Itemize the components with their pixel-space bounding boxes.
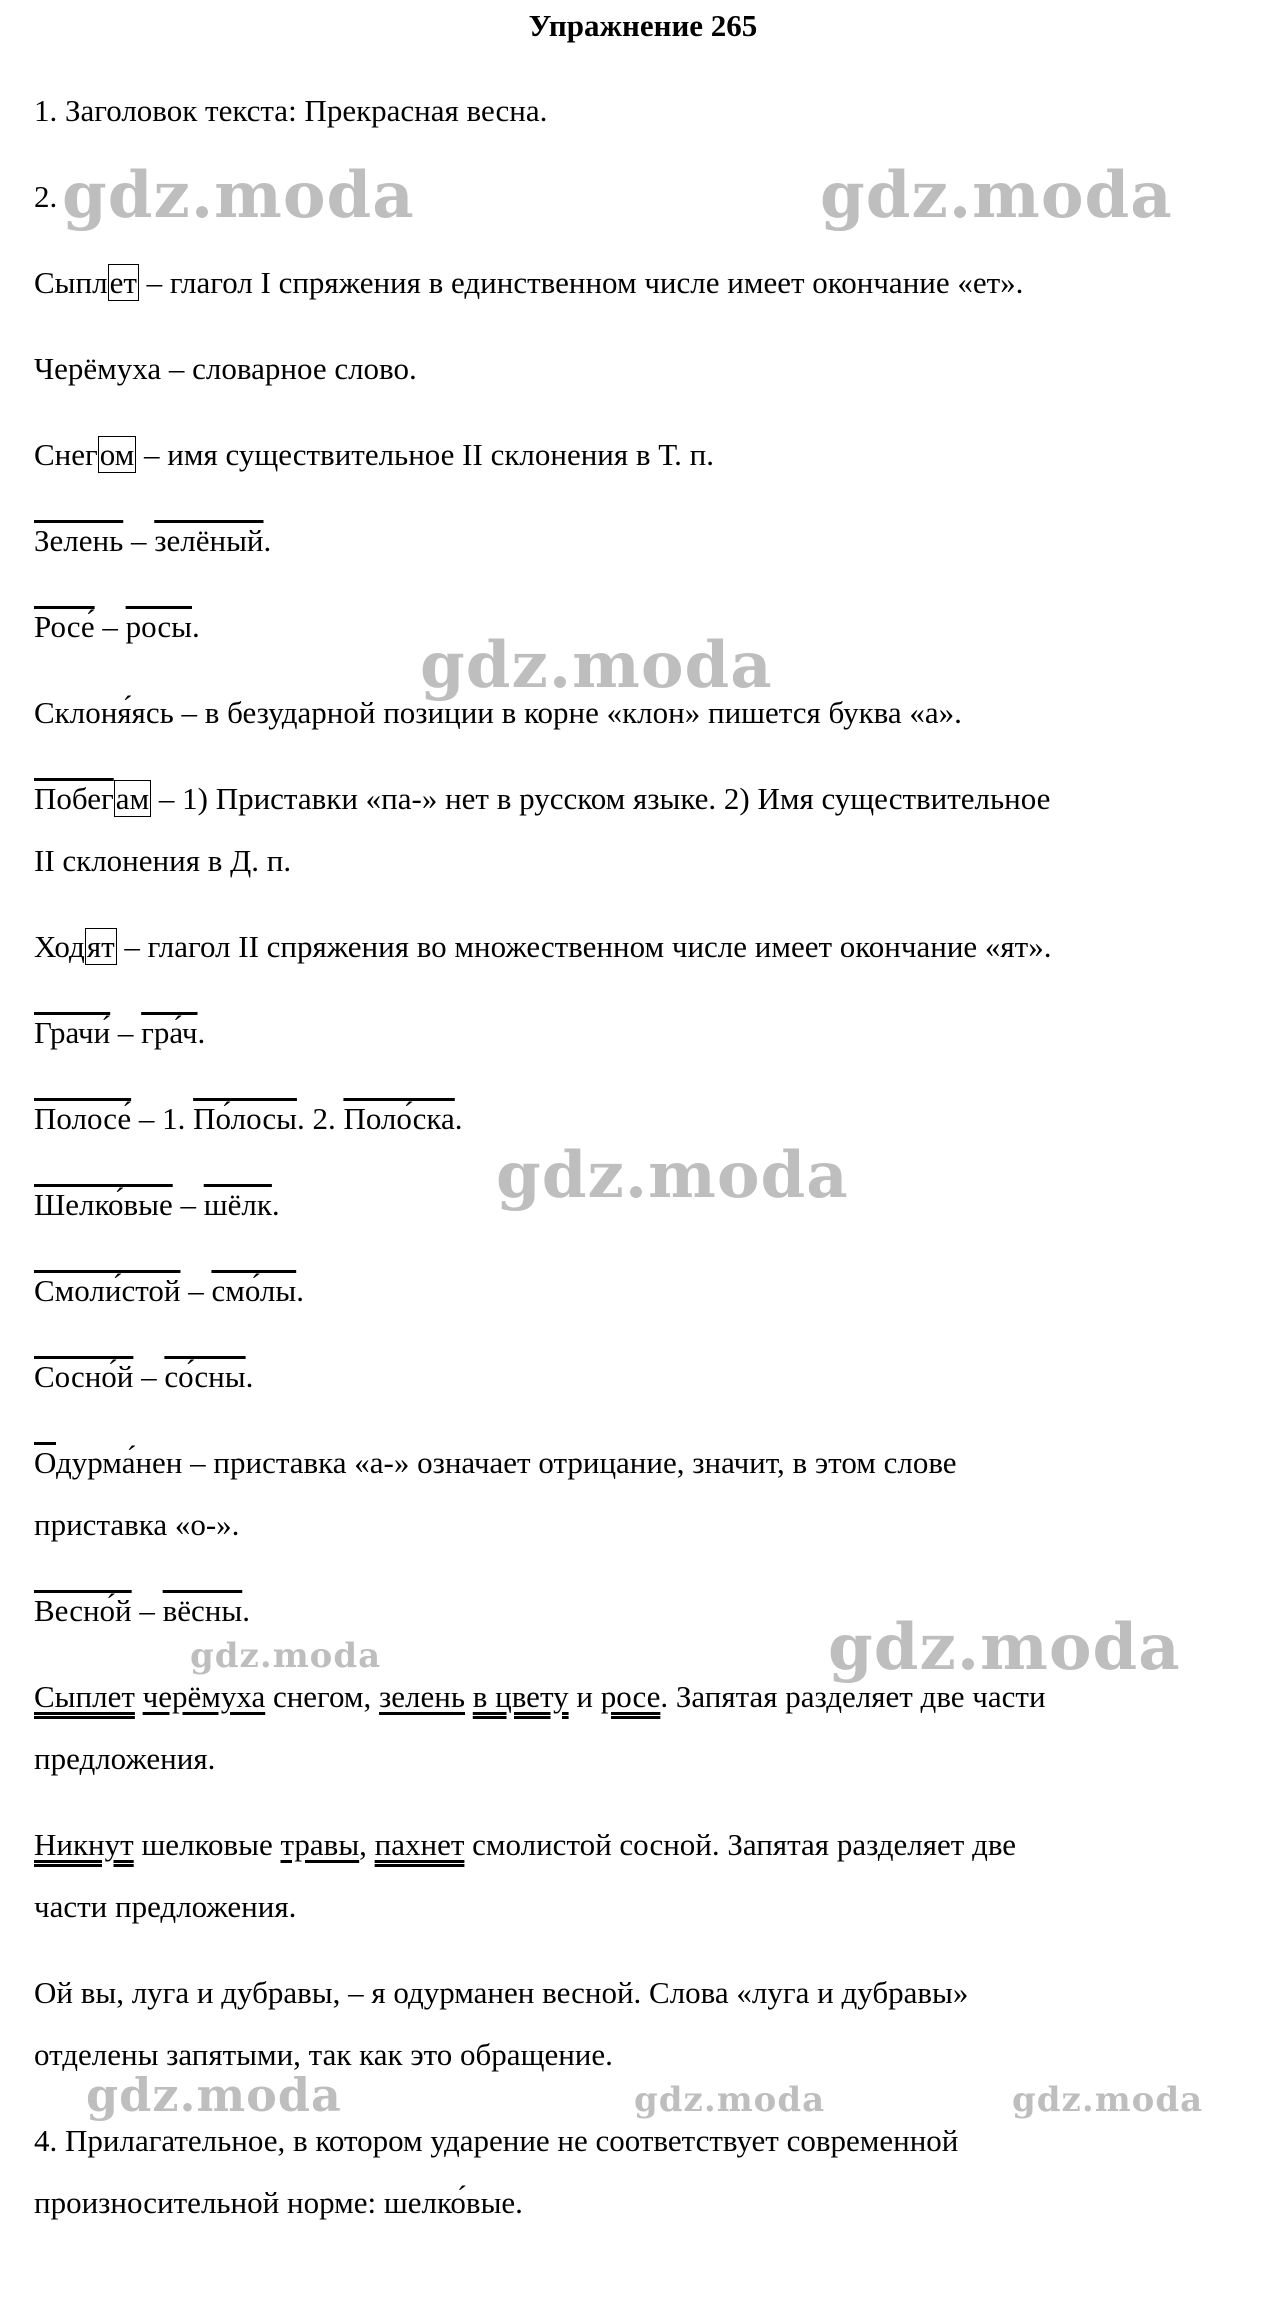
line-zelen: Зелень – зелёный. xyxy=(34,523,272,558)
line-snosnoy: Сосно́й – со́сны. xyxy=(34,1359,254,1394)
line-cheremukha: Черёмуха – словарное слово. xyxy=(34,351,417,386)
line-snegom: Снегом – имя существительное II склонения в Т. п. xyxy=(34,437,714,472)
sentence-1-cont: предложения. xyxy=(34,1741,216,1776)
watermark: gdz.moda xyxy=(496,1138,849,1213)
sentence-2: Никнут шелковые травы, пахнет смолистой сосной. Запятая разделяет две xyxy=(34,1827,1017,1862)
paragraph-2-number: 2. xyxy=(34,179,58,214)
sentence-1: Сыплет черёмуха снегом, зелень в цвету и росе. Запятая разделяет две части xyxy=(34,1679,1046,1714)
watermark: gdz.moda xyxy=(190,1636,382,1676)
exercise-title: Упражнение 265 xyxy=(528,8,758,43)
watermark: gdz.moda xyxy=(86,2068,342,2122)
line-smolistoy: Смоли́стой – смо́лы. xyxy=(34,1273,304,1308)
line-polose: Полосе́ – 1. По́лосы. 2. Поло́ска. xyxy=(34,1101,463,1136)
watermark: gdz.moda xyxy=(820,158,1173,233)
sentence-3-cont: отделены запятыми, так как это обращение. xyxy=(34,2037,613,2072)
line-syplet: Сыплет – глагол I спряжения в единственном числе имеет окончание «ет». xyxy=(34,265,1024,300)
line-pobegam-cont: II склонения в Д. п. xyxy=(34,843,292,878)
watermark: gdz.moda xyxy=(828,1610,1181,1685)
line-odurmanen-cont: приставка «о-». xyxy=(34,1507,240,1542)
line-rose: Росе́ – росы. xyxy=(34,609,200,644)
watermark: gdz.moda xyxy=(1012,2080,1204,2120)
sentence-2-cont: части предложения. xyxy=(34,1889,297,1924)
paragraph-1: 1. Заголовок текста: Прекрасная весна. xyxy=(34,93,548,128)
line-sklonyayas: Склоня́ясь – в безударной позиции в корне «клон» пишется буква «а». xyxy=(34,695,962,730)
line-vesnoy: Весно́й – вёсны. xyxy=(34,1593,250,1628)
line-pobegam: Побегам – 1) Приставки «па-» нет в русском языке. 2) Имя существительное xyxy=(34,781,1051,816)
watermark: gdz.moda xyxy=(634,2080,826,2120)
watermark: gdz.moda xyxy=(420,628,773,703)
line-khodyat: Ходят – глагол II спряжения во множественном числе имеет окончание «ят». xyxy=(34,929,1052,964)
line-odurmanen: Одурма́нен – приставка «а-» означает отрицание, значит, в этом слове xyxy=(34,1445,957,1480)
sentence-3: Ой вы, луга и дубравы, – я одурманен весной. Слова «луга и дубравы» xyxy=(34,1975,969,2010)
line-shelkovye: Шелко́вые – шёлк. xyxy=(34,1187,280,1222)
watermark: gdz.moda xyxy=(62,158,415,233)
paragraph-4-cont: произносительной норме: шелко́вые. xyxy=(34,2185,523,2220)
paragraph-4: 4. Прилагательное, в котором ударение не соответствует современной xyxy=(34,2123,959,2158)
line-grachi: Грачи́ – гра́ч. xyxy=(34,1015,206,1050)
